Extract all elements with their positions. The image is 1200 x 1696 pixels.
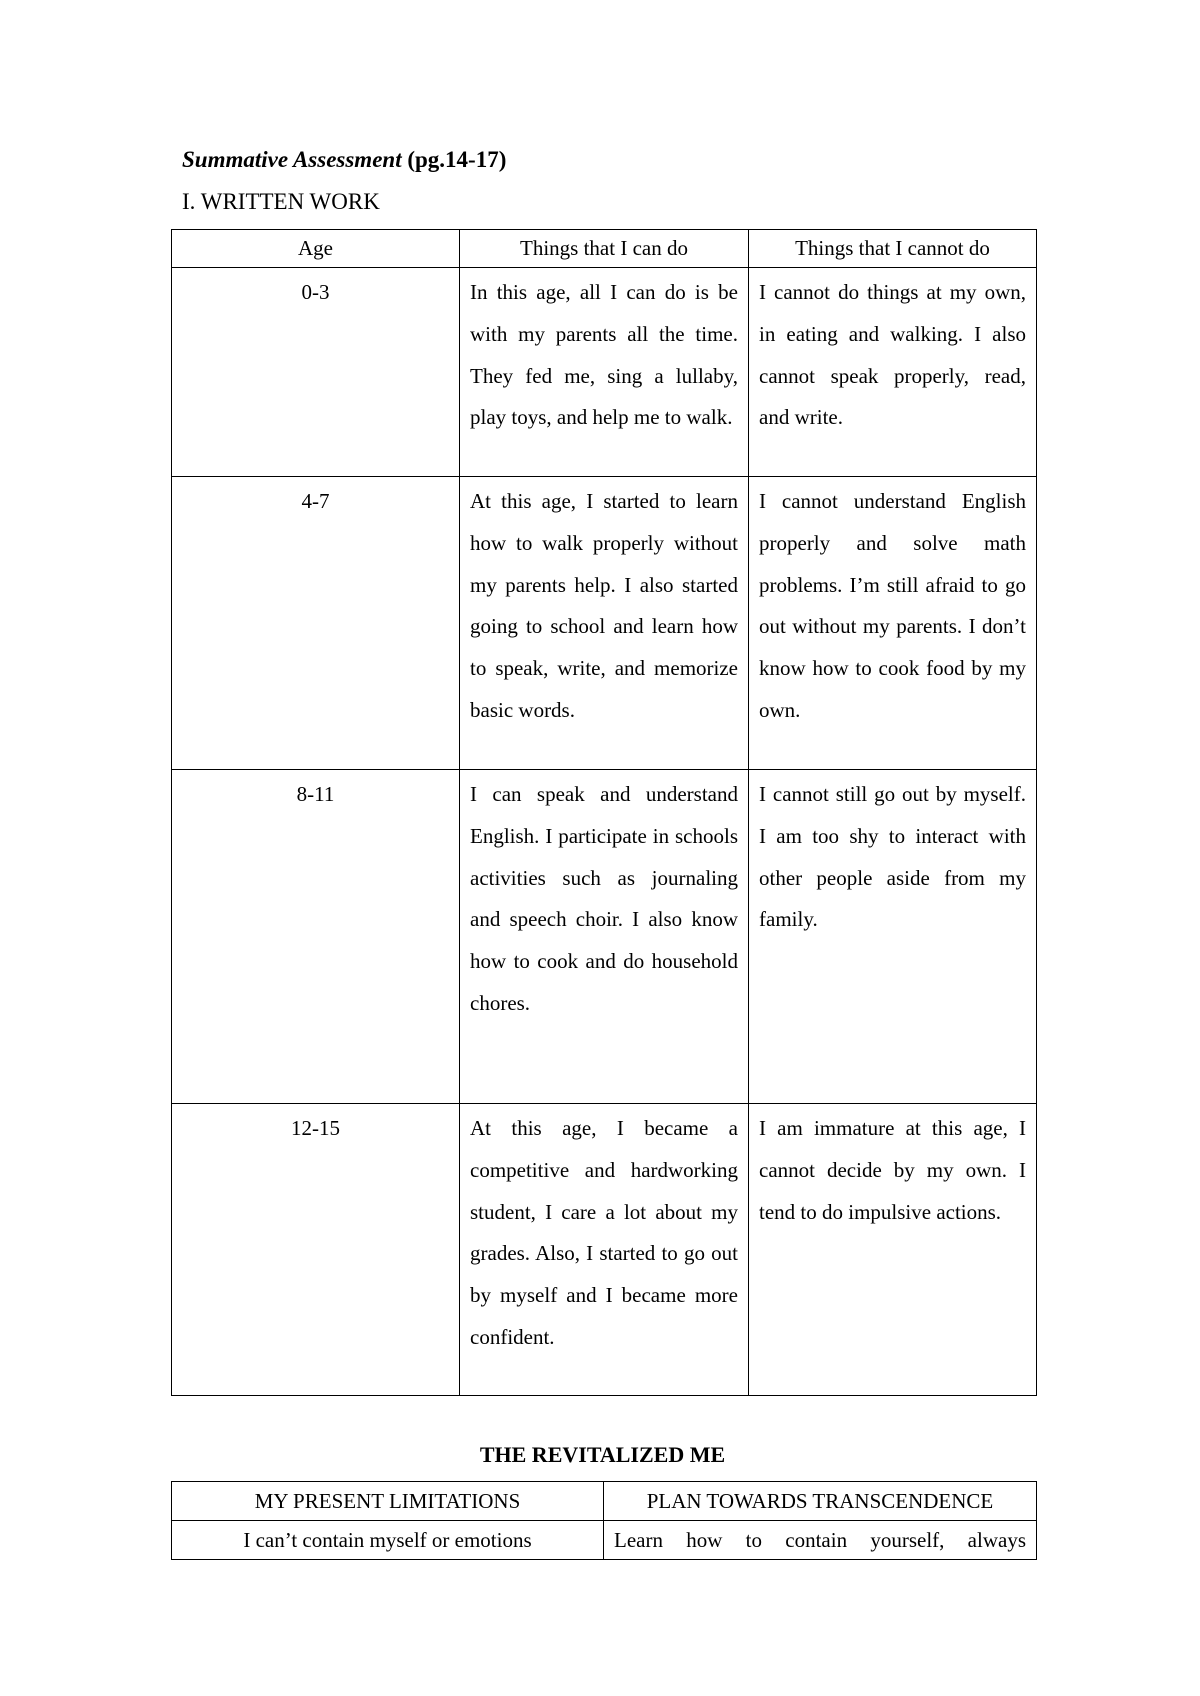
age-cell: 4-7 — [172, 477, 460, 770]
column-header-age: Age — [172, 230, 460, 268]
can-do-cell: In this age, all I can do is be with my parents all the time. They fed me, sing a lullaby, play toys, and help me to walk. — [460, 268, 749, 477]
cannot-do-cell: I cannot understand English properly and solve math problems. I’m still afraid to go out without my parents. I don’t know how to cook food by my own. — [749, 477, 1037, 770]
age-cell: 12-15 — [172, 1104, 460, 1396]
can-do-cell: At this age, I started to learn how to walk properly without my parents help. I also started going to school and learn how to speak, write, and memorize basic words. — [460, 477, 749, 770]
age-cell: 0-3 — [172, 268, 460, 477]
table-row — [172, 268, 1037, 477]
table-row — [172, 477, 1037, 770]
written-work-table — [171, 229, 1037, 1396]
limitation-cell: I can’t contain myself or emotions — [172, 1521, 604, 1560]
table-row — [172, 1521, 1037, 1560]
column-header-limitations: MY PRESENT LIMITATIONS — [172, 1482, 604, 1521]
revitalized-header-row — [172, 1482, 1037, 1521]
can-do-cell: I can speak and understand English. I participate in schools activities such as journaling and speech choir. I also know how to cook and do household chores. — [460, 770, 749, 1104]
age-cell: 8-11 — [172, 770, 460, 1104]
table-row — [172, 1104, 1037, 1396]
assessment-title — [182, 145, 506, 175]
table-row — [172, 770, 1037, 1104]
assessment-title-pages: (pg.14-17) — [401, 147, 507, 172]
revitalized-title: THE REVITALIZED ME — [479, 1442, 726, 1467]
column-header-can-do: Things that I can do — [460, 230, 749, 268]
plan-cell: Learn how to contain yourself, always — [604, 1521, 1037, 1560]
section-heading: I. WRITTEN WORK — [182, 189, 380, 214]
column-header-plan: PLAN TOWARDS TRANSCENDENCE — [604, 1482, 1037, 1521]
cannot-do-cell: I cannot still go out by myself. I am too shy to interact with other people aside from my family. — [749, 770, 1037, 1104]
revitalized-table — [171, 1481, 1037, 1560]
table-header-row — [172, 230, 1037, 268]
column-header-cannot-do: Things that I cannot do — [749, 230, 1037, 268]
assessment-title-italic: Summative Assessment — [182, 147, 402, 172]
cannot-do-cell: I cannot do things at my own, in eating and walking. I also cannot speak properly, read, and write. — [749, 268, 1037, 477]
can-do-cell: At this age, I became a competitive and hardworking student, I care a lot about my grades. Also, I started to go out by myself and I became more confident. — [460, 1104, 749, 1396]
cannot-do-cell: I am immature at this age, I cannot decide by my own. I tend to do impulsive actions. — [749, 1104, 1037, 1396]
